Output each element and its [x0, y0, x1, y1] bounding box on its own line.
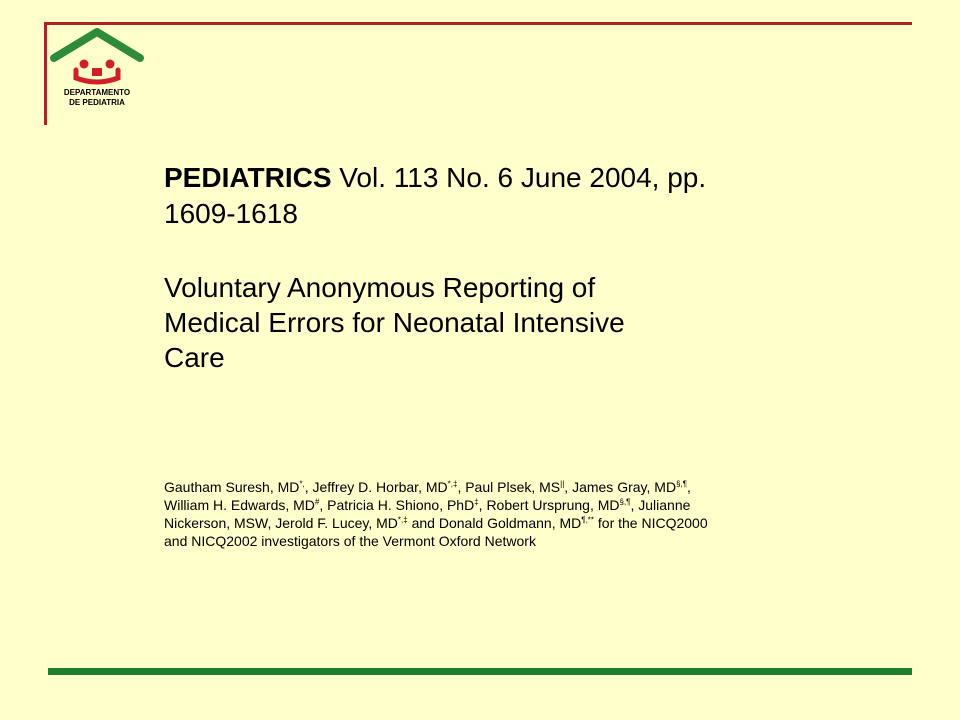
- affiliation-mark: *,: [299, 479, 305, 489]
- author-text: , Julianne: [630, 497, 691, 513]
- author-text: , James Gray, MD: [564, 479, 677, 495]
- author-text: , Paul Plsek, MS: [457, 479, 561, 495]
- top-border-line: [44, 22, 912, 25]
- author-line-2: [164, 496, 804, 514]
- logo-line-1: DEPARTAMENTO: [63, 88, 131, 97]
- affiliation-mark: *,‡: [397, 515, 408, 525]
- logo-label: [50, 88, 144, 108]
- title-line-1: Voluntary Anonymous Reporting of: [164, 272, 596, 303]
- citation-line-1: [164, 160, 804, 196]
- logo-line-2: DE PEDIATRIA: [69, 98, 125, 107]
- author-text: Gautham Suresh, MD: [164, 479, 300, 495]
- author-text: for the NICQ2000: [594, 515, 708, 531]
- citation-pages: 1609-1618: [164, 198, 298, 229]
- affiliation-mark: ‡: [474, 497, 479, 507]
- department-logo: [50, 28, 144, 116]
- affiliation-mark: *,‡: [447, 479, 458, 489]
- author-line-3: [164, 514, 804, 532]
- author-text: ,: [687, 479, 691, 495]
- author-text: , Jeffrey D. Horbar, MD: [304, 479, 448, 495]
- author-line-4: and NICQ2002 investigators of the Vermont Oxford Network: [164, 533, 536, 549]
- affiliation-mark: §,¶: [676, 479, 688, 489]
- pediatrics-house-icon: [50, 28, 144, 88]
- author-text: Nickerson, MSW, Jerold F. Lucey, MD: [164, 515, 398, 531]
- author-line-1: [164, 478, 804, 496]
- journal-name: PEDIATRICS: [164, 162, 332, 193]
- affiliation-mark: #: [314, 497, 320, 507]
- author-list: [164, 478, 804, 550]
- affiliation-mark: ||: [560, 479, 565, 489]
- author-text: and Donald Goldmann, MD: [407, 515, 582, 531]
- title-line-3: Care: [164, 342, 225, 373]
- affiliation-mark: §,¶: [619, 497, 631, 507]
- article-title: [164, 270, 804, 375]
- bottom-accent-bar: [48, 668, 912, 675]
- author-text: William H. Edwards, MD: [164, 497, 315, 513]
- left-border-line: [44, 22, 47, 125]
- journal-citation: [164, 160, 804, 232]
- author-text: , Patricia H. Shiono, PhD: [319, 497, 475, 513]
- author-text: , Robert Ursprung, MD: [478, 497, 620, 513]
- title-line-2: Medical Errors for Neonatal Intensive: [164, 307, 625, 338]
- affiliation-mark: ¶,**: [581, 515, 595, 525]
- volume-details: Vol. 113 No. 6 June 2004, pp.: [331, 162, 707, 193]
